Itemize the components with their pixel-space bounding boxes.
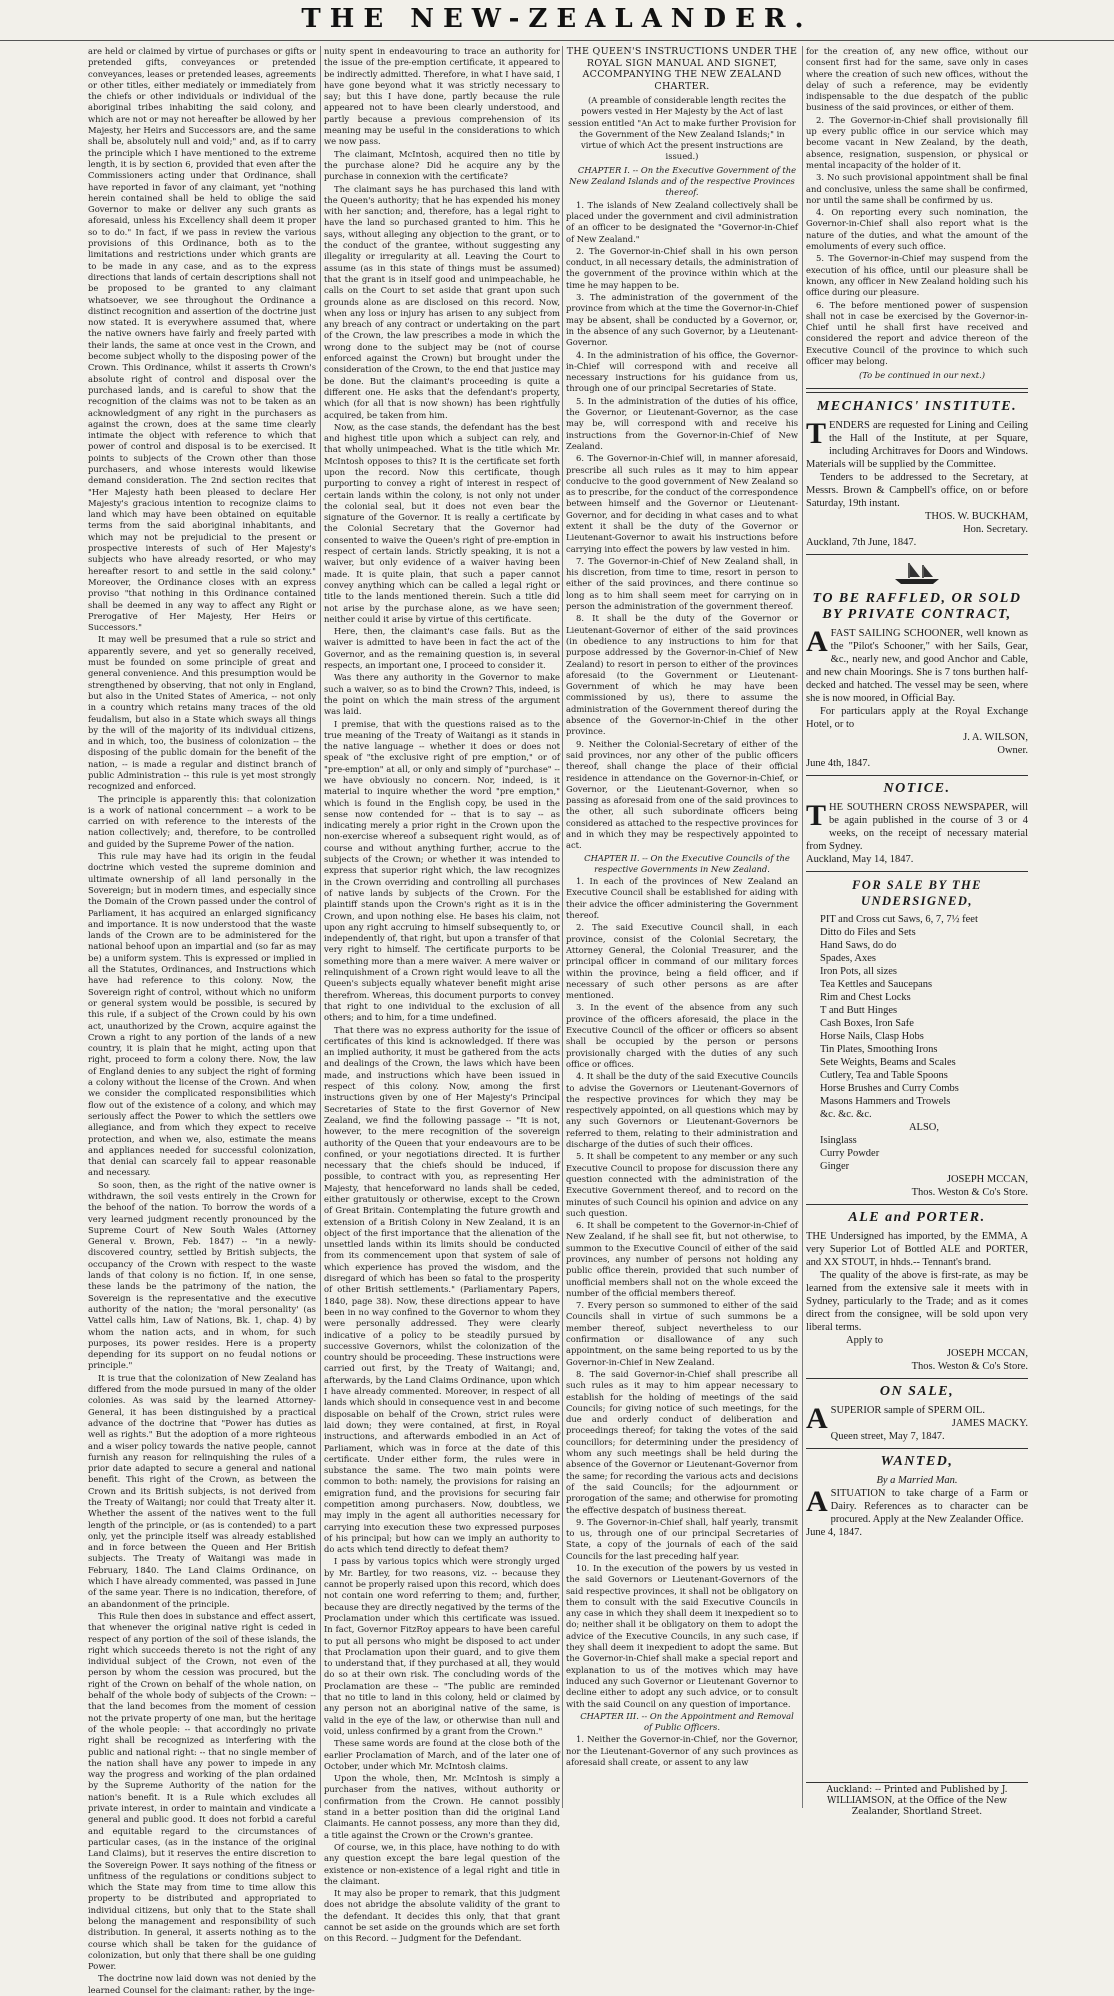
sale-item: Ginger <box>820 1160 850 1172</box>
paragraph: 4. On reporting every such nomination, the Governor-in-Chief shall also report what is the nature of the duties, and what the amount of the emoluments of every such office. <box>806 207 1028 252</box>
advert-signer: J. A. WILSON, <box>963 731 1028 743</box>
sale-item: Cutlery, Tea and Table Spoons <box>820 1069 948 1081</box>
paragraph: 9. Neither the Colonial-Secretary of either of the said provinces, nor any other of the public officers thereof, shall change the place of their official residence in attendance on the Governor-in-Chief, or Governor, or the Lieutenant-Governor, when so passing as aforesaid from one of the said provinces to the other, all such subordinate officers being considered as attached to the respective provinces for and in which they may be respectively appointed to act. <box>566 738 798 851</box>
paragraph: CHAPTER I. -- On the Executive Government of the New Zealand Islands and of the respective Provinces thereof. <box>569 164 797 198</box>
separator-rule <box>806 1448 1028 1449</box>
advert-signer: JOSEPH MCCAN, <box>946 1347 1028 1359</box>
advert-body: FAST SAILING SCHOONER, well known as the "Pilot's Schooner," with her Sails, Gear, &c., nearly new, and good Anchor and Cable, and new chain Moorings. She is 7 tons burthen half-decked and hatched. The vessel may be seen, where she is now moored, in Official Bay. <box>806 627 1028 704</box>
advert-heading: ALE and PORTER. <box>848 1209 986 1225</box>
column-rule <box>802 46 803 1808</box>
paragraph: Of course, we, in this place, have nothing to do with any question except the bare legal question of the existence or non-existence of a legal right and title in the claimant. <box>324 1841 560 1886</box>
column-rule <box>562 46 563 1808</box>
paragraph: 1. The islands of New Zealand collectively shall be placed under the government and civil administration of an officer to be designated the "Governor-in-Chief of New Zealand." <box>566 199 798 244</box>
paragraph: for the creation of, any new office, without our consent first had for the same, save only in cases where the creation of such new offices, without the delay of such a reference, may be evidently indispensable to the due despatch of the public business of the said provinces, or either of them. <box>806 46 1028 113</box>
advert-body: HE SOUTHERN CROSS NEWSPAPER, will be again published in the course of 3 or 4 weeks, on the receipt of necessary material from Sydney. <box>806 801 1028 852</box>
advert-heading: NOTICE. <box>883 780 951 796</box>
paragraph: 2. The Governor-in-Chief shall in his own person conduct, in all necessary details, the administration of the government of the province within which at the time he may happen to be. <box>566 245 798 290</box>
advert-signer: JOSEPH MCCAN, <box>946 1173 1028 1185</box>
advert-heading: TO BE RAFFLED, OR SOLD BY PRIVATE CONTRACT, <box>812 590 1022 622</box>
sale-item: Cash Boxes, Iron Safe <box>820 1017 914 1029</box>
drop-cap: A <box>806 624 828 658</box>
advert-signer-role: Thos. Weston & Co's Store. <box>911 1360 1028 1372</box>
paragraph: Was there any authority in the Governor to make such a waiver, so as to bind the Crown? This, indeed, is the point on which the main stress of the argument was laid. <box>324 672 560 717</box>
separator-rule <box>806 1204 1028 1205</box>
advert-signer-role: Thos. Weston & Co's Store. <box>911 1186 1028 1198</box>
article-heading: THE QUEEN'S INSTRUCTIONS UNDER THE ROYAL SIGN MANUAL AND SIGNET, ACCOMPANYING THE NEW ZEALAND CHARTER. <box>566 46 798 92</box>
advert-mechanics-institute <box>806 399 1028 549</box>
sale-item: ALSO, <box>908 1121 940 1133</box>
advert-notice <box>806 781 1028 866</box>
paragraph: 5. In the administration of the duties of his office, the Governor, or Lieutenant-Governor, as the case may be, will correspond with and receive his instructions from the Governor-in-Chief of New Zealand. <box>566 395 798 451</box>
drop-cap: T <box>806 416 827 450</box>
advert-heading: FOR SALE BY THE UNDERSIGNED, <box>851 877 983 908</box>
printer-imprint: Auckland: -- Printed and Published by J. WILLIAMSON, at the Office of the New Zealander, Shortland Street. <box>806 1782 1028 1818</box>
separator-rule <box>806 388 1028 393</box>
paragraph: 8. It shall be the duty of the Governor or Lieutenant-Governor of either of the said provinces (in obedience to any instructions to him for that purpose addressed by the Governor-in-Chief of New Zealand) to resort in person to either of the provinces aforesaid (to the Government or Lieutenant-Government of which he may have been commissioned by us), there to assume the administration of the Government thereof during the absence of the Governor-in-Chief in the other province. <box>566 613 798 737</box>
sale-item: Hand Saws, do do <box>820 939 897 951</box>
paragraph: I premise, that with the questions raised as to the true meaning of the Treaty of Waitangi as it stands in the native language -- whether it does or does not speak of "the exclusive right of pre emption," or of "pre-emption" at all, or only and simply of "purchase" -- we have obviously no concern. Nor, indeed, is it material to inquire whether the word "pre emption," which is found in the English copy, be used in the sense now contended for -- that is to say -- as indicating merely a prior right in the Crown upon the non-exercise whereof a subsequent right would, as of course and without anything further, accrue to the subjects of the Crown; or whether it was intended to express that superior right which, the law recognizes in the Crown overriding and controlling all purchases of native lands by subjects of the Crown. For the plaintiff stands upon the Crown's right as it is in the Crown, and upon nothing else. He bases his claim, not upon any right accruing to himself subsequently to, or independently of, that right, but upon a transfer of that very right to himself. The certificate purports to be something more than a mere waiver. A mere waiver or relinquishment of a Crown right would leave to all the Queen's subjects equally whatever benefit might arise therefrom. Whereas, this document purports to convey that right to one individual to the exclusion of all others; and to him, for a time undefined. <box>324 718 560 1023</box>
advert-signer-role: Hon. Secretary. <box>963 523 1028 535</box>
sale-item: Spades, Axes <box>820 952 876 964</box>
advert-subheading: By a Married Man. <box>876 1474 958 1486</box>
sale-item: Iron Pots, all sizes <box>820 965 897 977</box>
advert-signer: THOS. W. BUCKHAM, <box>925 510 1028 522</box>
advert-body: THE Undersigned has imported, by the EMMA, A very Superior Lot of Bottled ALE and PORTER, and XX STOUT, in hhds.-- Tennant's brand. <box>806 1230 1028 1268</box>
ship-icon <box>887 561 947 585</box>
advert-body: Tenders to be addressed to the Secretary, at Messrs. Brown & Campbell's office, on or before Saturday, 19th instant. <box>806 471 1028 509</box>
paragraph: 6. It shall be competent to the Governor-in-Chief of New Zealand, if he shall see fit, but not otherwise, to summon to the Executive Council of either of the said provinces, any number of persons not holding any public office therein, provided that such number of unofficial members shall not on the whole exceed the number of the official members thereof. <box>566 1220 798 1298</box>
advert-body: For particulars apply at the Royal Exchange Hotel, or to <box>806 705 1028 730</box>
advert-signer-role: Owner. <box>997 744 1028 756</box>
paragraph: 3. The administration of the government of the province from which at the time the Governor-in-Chief may be absent, shall be conducted by a Governor, or, in the absence of any such Governor, by a Lieutenant-Governor. <box>566 292 798 348</box>
advert-heading: ON SALE, <box>879 1383 955 1399</box>
paragraph: 5. The Governor-in-Chief may suspend from the execution of his office, until our pleasure shall be known, any officer in New Zealand holding such his office during our pleasure. <box>806 253 1028 298</box>
sale-item: Sete Weights, Beams and Scales <box>820 1056 956 1068</box>
advert-wanted <box>806 1454 1028 1539</box>
separator-rule <box>806 775 1028 776</box>
paragraph: 6. The before mentioned power of suspension shall not in case be exercised by the Governor-in-Chief until he shall first have received and considered the report and advice thereon of the Executive Council of the province to which such officer may belong. <box>806 299 1028 367</box>
sale-item: &c. &c. &c. <box>820 1108 872 1120</box>
advert-apply: Apply to <box>846 1334 884 1346</box>
sale-item: PIT and Cross cut Saws, 6, 7, 7½ feet <box>820 913 978 925</box>
paragraph: The claimant says he has purchased this land with the Queen's authority; that he has expended his money with her sanction; and, therefore, has a legal right to have the land so purchased granted to him. This he says, without alleging any objection to the grant, or to the conduct of the grantee, without suggesting any illegality or irregularity at all. Leaving the Court to assume (as in this state of things must be assumed) that the grant is in itself good and unimpeachable, he calls on the Court to set aside that grant upon such grounds alone as are disclosed on this record. Now, when any loss or injury has arisen to any subject from any breach of any contract or undertaking on the part of the Crown, the law prescribes a mode in which the wrong done to the subject may be (not of course enforced against the Crown) but brought under the consideration of the Crown, to the end that justice may be done. But the claimant's proceeding is quite a different one. He asks that the defendant's property, which (for all that is now shown) has been rightfully acquired, be taken from him. <box>324 183 560 420</box>
sale-item: Masons Hammers and Trowels <box>820 1095 951 1107</box>
column-2-judgment-text <box>324 46 560 1944</box>
article-preamble: (A preamble of considerable length recites the powers vested in Her Majesty by the Act of last session entitled "An Act to make further Provision for the Government of the New Zealand Islands;" in virtue of which Act the present instructions are issued.) <box>568 95 796 162</box>
column-1-judgment-text <box>88 46 316 1995</box>
sale-item: Horse Nails, Clasp Hobs <box>820 1030 924 1042</box>
advert-signer: JAMES MACKY. <box>951 1417 1028 1429</box>
advert-heading: MECHANICS' INSTITUTE. <box>816 398 1018 414</box>
paragraph: The claimant, McIntosh, acquired then no title by the purchase alone? Did he acquire any by the purchase in connexion with the certificate? <box>324 148 560 182</box>
paragraph: 4. It shall be the duty of the said Executive Councils to advise the Governors or Lieutenant-Governors of the respective provinces for which they may be respectively appointed, on all questions which may by any such Governors or Lieutenant-Governors be referred to them, relating to their administration and discharge of the duties of such their offices. <box>566 1071 798 1150</box>
advert-dateline: Auckland, May 14, 1847. <box>806 853 914 865</box>
separator-rule <box>806 871 1028 872</box>
advert-heading: WANTED, <box>880 1453 954 1469</box>
sale-item: Horse Brushes and Curry Combs <box>820 1082 959 1094</box>
sale-item: Tea Kettles and Saucepans <box>820 978 933 990</box>
advert-ale-porter <box>806 1210 1028 1373</box>
sale-item: Curry Powder <box>820 1147 880 1159</box>
paragraph: 6. The Governor-in-Chief will, in manner aforesaid, prescribe all such rules as it may to him appear conducive to the good government of New Zealand so as to prescribe, for the conduct of the correspondence between himself and the Governor or Lieutenant-Governor, and for deciding in what cases and to what extent it shall be the duty of the Governor or Lieutenant-Governor to await his instructions before carrying into effect the powers by law vested in him. <box>566 453 798 554</box>
advert-body: SUPERIOR sample of SPERM OIL. <box>830 1404 985 1416</box>
paragraph: Here, then, the claimant's case fails. But as the waiver is admitted to have been in fact the act of the Governor, and as the remaining question is, in several respects, an important one, I proceed to consider it. <box>324 626 560 671</box>
advert-body: ENDERS are requested for Lining and Ceiling the Hall of the Institute, at per Square, including Architraves for Doors and Windows. Materials will be supplied by the Committee. <box>806 419 1028 470</box>
advert-body: The quality of the above is first-rate, as may be learned from the extensive sale it meets with in Sydney, particularly to the Trade; and as it comes direct from the consignee, will be sold upon very liberal terms. <box>806 1269 1028 1333</box>
paragraph: 10. In the execution of the powers by us vested in the said Governors or Lieutenant-Governors of the said respective provinces, it shall not be obligatory on them to consult with the said Executive Councils in any case in which they shall deem it inexpedient so to do; neither shall it be obligatory on them to adopt the advice of the Executive Councils, in any such case, if they shall deem it inexpedient to adopt the same. But the Governor-in-Chief shall make a special report and explanation to us of the motives which may have induced any such Governor or Lieutenant Governor to decline either to adopt any such advice, or to consult with the said Council on any question of importance. <box>566 1563 798 1709</box>
column-4-advertisements <box>806 46 1028 1808</box>
drop-cap: A <box>806 1401 828 1435</box>
paragraph: 1. In each of the provinces of New Zealand an Executive Council shall be established for aiding with their advice the officer administering the Government thereof. <box>566 876 798 921</box>
paragraph: nuity spent in endeavouring to trace an authority for the issue of the pre-emption certificate, it appeared to be indirectly admitted. Therefore, in what I have said, I have gone beyond what it was strictly necessary to say; but this I have done, partly because the rule appeared not to have been clearly understood, and partly because a previous comprehension of its meaning may be useful in the considerations to which we now pass. <box>324 46 560 147</box>
drop-cap: T <box>806 798 827 832</box>
advert-body: SITUATION to take charge of a Farm or Dairy. References as to character can be procured. Apply at the New Zealander Office. <box>830 1487 1028 1525</box>
paragraph: That there was no express authority for the issue of certificates of this kind is acknowledged. If there was an implied authority, it must be gathered from the acts and dealings of the Crown, the laws which have been made, and instructions which have been issued in respect of this colony. Now, among the first instructions given by one of Her Majesty's Principal Secretaries of State to the first Governor of New Zealand, we find the following passage -- "It is not, however, to the mere recognition of the sovereign authority of the Queen that your endeavours are to be confined, or your negotiations directed. It is further necessary that the chiefs should be induced, if possible, to contract with you, as representing Her Majesty, that henceforward no lands shall be ceded, either gratuitously or otherwise, except to the Crown of Great Britain. Contemplating the future growth and extension of a British Colony in New Zealand, it is an object of the first importance that the alienation of the unsettled lands within its limits should be conducted from its commencement upon that system of sale of which experience has proved the wisdom, and the disregard of which has been so fatal to the prosperity of other British settlements." (Parliamentary Papers, 1840, page 38). Now, these directions appear to have been in no way confined to the Governor to whom they were personally addressed. They were clearly indicative of a policy to be steadily pursued by successive Governors, whilst the colonization of the country should be proceeding. These instructions were carried out first, by the Treaty of Waitangi; and, afterwards, by the Land Claims Ordinance, upon which I have already commented. Moreover, in respect of all lands which should in consequence vest in and become disposable on behalf of the Crown, strict rules were laid down; they were contained, at first, in Royal instructions, and afterwards embodied in an Act of Parliament, which was in force at the date of this certificate. Under either form, the rules were in substance the same. The two main points were common to both: namely, the provisions for raising an emigration fund, and the provisions for securing fair competition among purchasers. Now, doubtless, we may imply in the agent all authorities necessary for carrying into execution these two expressed purposes of his principal; but how can we imply an authority to do acts which tend directly to defeat them? <box>324 1024 560 1555</box>
drop-cap: A <box>806 1484 828 1518</box>
paragraph: 5. It shall be competent to any member or any such Executive Council to propose for discussion there any question connected with the administration of the Executive Government thereof, and to record on the minutes of such Council his opinion and advice on any such question. <box>566 1151 798 1218</box>
column-3-queens-instructions <box>566 46 798 1808</box>
sale-item: Tin Plates, Smoothing Irons <box>820 1043 938 1055</box>
paragraph: 7. Every person so summoned to either of the said Councils shall in virtue of such summons be a member thereof, subject nevertheless to our confirmation or disallowance of any such appointment, on the same being reported to us by the Governor-in-Chief in New Zealand. <box>566 1300 798 1367</box>
sale-item: Isinglass <box>820 1134 857 1146</box>
paragraph: 3. In the event of the absence from any such province of the officers aforesaid, the place in the Executive Council of the officer or officers so absent shall be occupied by the person or persons provisionally charged with the duties of any such office or offices. <box>566 1002 798 1069</box>
paragraph: 8. The said Governor-in-Chief shall prescribe all such rules as it may to him appear necessary to establish for the holding of meetings of the said Councils; for giving notice of such meetings, for the due and orderly conduct of deliberation and proceedings thereof; for taking the votes of the said councillors; for determining under the presidency of whom any such meetings shall be held during the absence of the Governor or Lieutenant-Governor from the same; for recording the various acts and decisions of the said Councils; for the adjournment or prorogation of the same; and otherwise for promoting the effective despatch of business thereat. <box>566 1368 798 1515</box>
advert-for-sale <box>806 877 1028 1199</box>
paragraph: This rule may have had its origin in the feudal doctrine which vested the supreme dominion and ultimate ownership of all land personally in the Sovereign; but in modern times, and especially since the Domain of the Crown passed under the control of Parliament, it has acquired an enlarged significancy and importance. It is now understood that the waste lands of the Crown are to be administered for the national behoof upon an impartial and (so far as may be) a uniform system. This is expressed or implied in all the Statutes, Ordinances, and Instructions which have had reference to this colony. Now, the Sovereign right of control, without which no uniform or general system would be possible, is secured by this rule, if a subject of the Crown could by his own act, unauthorized by the Crown, acquire against the Crown a right to any portion of the lands of a new country, it is plain that he might, acting upon that right, proceed to form a colony there. Now, the law of England denies to any subject the right of forming a colony without the license of the Crown. And when we consider the complicated responsibilities which flow out of the existence of a colony, and which may seriously affect the Power to which the settlers owe allegiance, and from which they expect to receive protection, and when we, also, estimate the means and appliances needed for successful colonization, that denial can scarcely fail to appear reasonable and necessary. <box>88 851 316 1178</box>
separator-rule <box>806 554 1028 555</box>
paragraph: 4. In the administration of his office, the Governor-in-Chief will correspond with and receive all necessary instructions for his guidance from us, through one of our principal Secretaries of State. <box>566 349 798 394</box>
paragraph: I pass by various topics which were strongly urged by Mr. Bartley, for two reasons, viz. -- because they cannot be properly raised upon this record, which does not contain one word referring to them; and, further, because they are directly negatived by the terms of the Proclamation under which this certificate was issued. In fact, Governor FitzRoy appears to have been careful to put all persons who might be disposed to act under that Proclamation upon their guard, and to give them to understand that, if they purchased at all, they would do so at their own risk. The concluding words of the Proclamation are these -- "The public are reminded that no title to land in this colony, held or claimed by any person not an aboriginal native of the same, is valid in the eye of the law, or otherwise than null and void, unless confirmed by a grant from the Crown." <box>324 1556 560 1736</box>
paragraph: CHAPTER II. -- On the Executive Councils of the respective Governments in New Zealand. <box>584 852 790 874</box>
column-rule <box>320 46 321 1808</box>
advert-dateline: June 4th, 1847. <box>806 757 871 769</box>
paragraph: It may also be proper to remark, that this judgment does not abridge the absolute validity of the grant to the defendant. It decides this only, that that grant cannot be set aside on the grounds which are set forth on this Record. -- Judgment for the Defendant. <box>324 1888 560 1944</box>
advert-dateline: Auckland, 7th June, 1847. <box>806 536 917 548</box>
paragraph: CHAPTER III. -- On the Appointment and Removal of Public Officers. <box>580 1710 794 1733</box>
sale-item: Ditto do Files and Sets <box>820 926 916 938</box>
paragraph: 7. The Governor-in-Chief of New Zealand shall, in his discretion, from time to time, resort in person to either of the said provinces, and there continue so long as to him shall seem meet for carrying on in person the administration of the government thereof. <box>566 555 798 612</box>
paragraph: 9. The Governor-in-Chief shall, half yearly, transmit to us, through one of our principal Secretaries of State, a copy of the journals of each of the said Councils for the last preceding half year. <box>566 1516 798 1561</box>
paragraph: 1. Neither the Governor-in-Chief, nor the Governor, nor the Lieutenant-Governor of any such provinces as aforesaid shall create, or assent to any law <box>566 1734 798 1768</box>
sale-item: Rim and Chest Locks <box>820 991 911 1003</box>
advert-schooner-raffle <box>806 591 1028 770</box>
paragraph: It is true that the colonization of New Zealand has differed from the mode pursued in many of the older colonies. As was said by the learned Attorney-General, it has been distinguished by a practical advance of the doctrine that "Power has duties as well as rights." But the adoption of a more righteous and a wiser policy towards the native people, cannot furnish any reason for relinquishing the rules of a prior date adapted to secure a general and national benefit. This right of the Crown, as between the Crown and its British subjects, is not derived from the Treaty of Waitangi; nor could that Treaty alter it. Whether the assent of the natives went to the full length of the principle, or (as is contended) to a part only, yet the principle itself was already established and in force between the Queen and Her British subjects. The Treaty of Waitangi was made in February, 1840. The Land Claims Ordinance, on which I have already commented, was passed in June of the same year. There is no indication, therefore, of an abandonment of the principle. <box>88 1372 316 1609</box>
continued-note: (To be continued in our next.) <box>858 370 986 381</box>
advert-dateline: June 4, 1847. <box>806 1526 862 1538</box>
paragraph: It may well be presumed that a rule so strict and apparently severe, and yet so generally received, must be founded on some principle of great and general convenience. And this presumption would be strengthened by observing, that not only in England, but also in the United States of America, -- not only in a country which retains many traces of the old feudalism, but also in a State which sways all things by the will of the majority of its individual citizens, and in which, too, the business of colonization -- the disposing of the public domain for the benefit of the nation, -- is made a regular and distinct branch of public Administration -- this rule is yet most strongly recognized and enforced. <box>88 634 316 792</box>
paragraph: Now, as the case stands, the defendant has the best and highest title upon which a subject can rely, and that wholly unimpeached. What is the title which Mr. McIntosh opposes to this? It is the certificate set forth upon the record. Now this certificate, though purporting to convey a right of interest in respect of certain lands within the colony, is not only not under the colonial seal, but it does not even bear the signature of the Governor. It is really a certificate by the Colonial Secretary that the Governor had consented to waive the Queen's right of pre-emption in respect of certain lands. Strictly speaking, it is not a waiver, but only evidence of a waiver having been made. It is quite plain, that such a paper cannot convey anything which can be called a legal right or title to the lands mentioned therein. Such a title did not arise by the purchase alone, as we have seen; neither could it arise by virtue of this certificate. <box>324 421 560 624</box>
paragraph: 2. The Governor-in-Chief shall provisionally fill up every public office in our service which may become vacant in New Zealand, by the death, absence, resignation, suspension, or physical or mental incapacity of the holder of it. <box>806 114 1028 170</box>
paragraph: These same words are found at the close both of the earlier Proclamation of March, and of the later one of October, under which Mr. McIntosh claims. <box>324 1738 560 1771</box>
paragraph: The principle is apparently this: that colonization is a work of national concernment -- a work to be carried on with reference to the interests of the nation collectively; and, therefore, to be controlled and guided by the Supreme Power of the nation. <box>88 793 316 849</box>
paragraph: This Rule then does in substance and effect assert, that whenever the original native right is ceded in respect of any portion of the soil of these islands, the right which succeeds thereto is not the right of any individual subject of the Crown, not even of the person by whom the cession was procured, but the right of the Crown on behalf of the whole nation, on behalf of the whole body of subjects of the Crown: -- that the land becomes from the moment of cession not the private property of one man, but the heritage of the whole people: -- that accordingly no private right shall be recognized as interfering with the public and national right: -- that no single member of the nation shall have any power to impede in any way the progress and working of the plan ordained by the Supreme Authority of the nation for the nation's benefit. It is a Rule which excludes all private interest, in order to maintain and vindicate a general and public good. It does not forbid a careful and equitable regard to the circumstances of particular cases, (as in the instance of the original Land Claims), but it reserves the entire discretion to the Sovereign Power. It says nothing of the fitness or unfitness of the regulations or conditions subject to which the State may from time to time allow this property to be distributed and appropriated to individual citizens, but only that to the State shall belong the management and responsibility of such distribution. In general, it asserts nothing as to the course which shall be taken for the guidance of colonization, but only that there shall be one guiding Power. <box>88 1610 316 1972</box>
paragraph: So soon, then, as the right of the native owner is withdrawn, the soil vests entirely in the Crown for the behoof of the nation. To borrow the words of a very learned judgment recently pronounced by the Supreme Court of New South Wales (Attorney General v. Brown, Feb. 1847) -- "in a newly-discovered country, settled by British subjects, the occupancy of the Crown with respect to the waste lands of that colony is no fiction. If, in one sense, these lands be the patrimony of the nation, the Sovereign is the representative and the executive authority of the nation; the 'moral personality' (as Vattel calls him, Law of Nations, Bk. 1, chap. 4) by whom the nation acts, and in whom, for such purposes, its power resides. Here is a property depending for its support on no feudal notions or principle." <box>88 1179 316 1371</box>
paragraph: Upon the whole, then, Mr. McIntosh is simply a purchaser from the natives, without authority or confirmation from the Crown. He cannot possibly stand in a better position than did the original Land Claimants. He cannot possess, any more than they did, a title against the Crown or the Crown's grantee. <box>324 1773 560 1840</box>
paragraph: The doctrine now laid down was not denied by the learned Counsel for the claimant: rather, by the inge- <box>88 1973 316 1995</box>
paragraph: 2. The said Executive Council shall, in each province, consist of the Colonial Secretary, the Attorney General, the Colonial Treasurer, and the principal officer in command of our military forces within the province, being a field officer, and if necessary of such other persons as are after mentioned. <box>566 922 798 1001</box>
advert-sperm-oil <box>806 1384 1028 1443</box>
advert-dateline: Queen street, May 7, 1847. <box>830 1430 945 1442</box>
sale-item: T and Butt Hinges <box>820 1004 898 1016</box>
paragraph: are held or claimed by virtue of purchases or gifts or pretended gifts, conveyances or pretended conveyances, leases or pretended leases, agreements or other titles, either mediately or immediately from the chiefs or other individuals or individual of the aboriginal tribes inhabiting the said colony, and which are not or may not hereafter be allowed by her Majesty, her Heirs and Successors are, and the same shall be, absolutely null and void;" and, as if to carry the principle which I have mentioned to the extreme length, it is by section 6, provided that even after the Commissioners acting under that Ordinance, shall have reported in favor of any claimant, yet "nothing herein contained shall be held to oblige the said Governor to make or deliver any such grants as aforesaid, unless his Excellency shall deem it proper so to do." In fact, if we pass in review the various provisions of this Ordinance, both as to the limitations and restrictions under which grants are to be made in any case, and as to the express directions that lands of certain descriptions shall not be proposed to be granted to any claimant whatsoever, we see throughout the Ordinance a distinct recognition and assertion of the doctrine just now stated. It is everywhere assumed that, where the native owners have fairly and freely parted with their lands, the same at once vest in the Crown, and become subject wholly to the disposing power of the Crown. This Ordinance, whilst it asserts th Crown's absolute right of control and disposal over the purchased lands, and is careful to show that the recognition of the claims was not to be taken as an acknowledgment of any right in the purchasers as against the crown, does at the same time clearly intimate the object with reference to which that power of control and disposal is to be exercised. It points to subjects of the Crown other than those purchasers, and whose interests would likewise demand consideration. The 2nd section recites that "Her Majesty hath been pleased to declare Her Majesty's gracious intention to recognize claims to land which may have been obtained on equitable terms from the said aboriginal inhabitants, and which may not be prejudicial to the present or prospective interests of such of Her Majesty's subjects who have already resorted, or who may hereafter resort to and settle in the said colony." Moreover, the Ordinance closes with an express proviso "that nothing in this Ordinance contained shall be deemed in any way to affect any Right or Prerogative of Her Majesty, Her Heirs or Successors." <box>88 46 316 633</box>
separator-rule <box>806 1378 1028 1379</box>
newspaper-masthead: THE NEW-ZEALANDER. <box>0 0 1114 41</box>
paragraph: 3. No such provisional appointment shall be final and conclusive, unless the same shall be confirmed, nor until the same shall be confirmed by us. <box>806 172 1028 205</box>
